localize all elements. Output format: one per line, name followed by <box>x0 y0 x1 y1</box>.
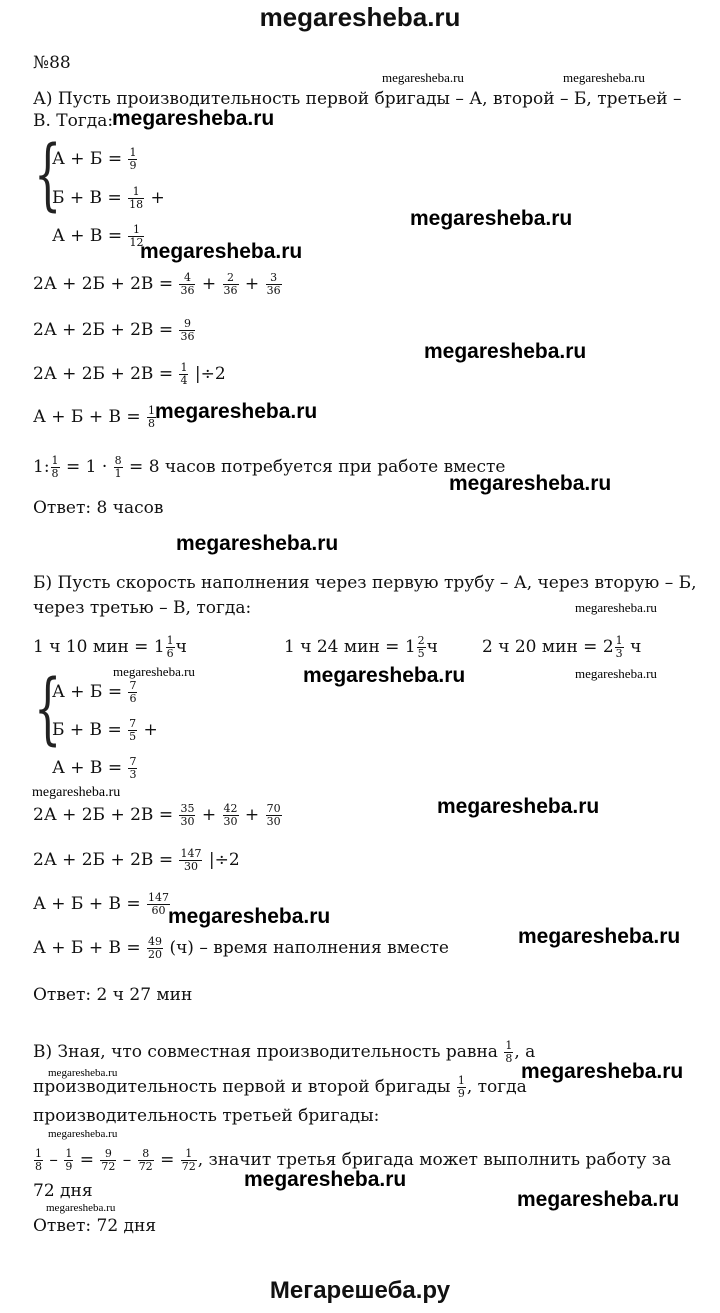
a-line1: 2А + 2Б + 2В = $\frac{4}{36}$ + $\frac{2}{36}$ + $\frac{3}{36}$ <box>33 271 281 297</box>
watermark: megaresheba.ru <box>575 666 657 681</box>
b-time3: 2 ч 20 мин = 2 $\frac{1}{3}$ ч <box>482 634 642 660</box>
b-answer: Ответ: 2 ч 27 мин <box>33 985 193 1005</box>
watermark: megaresheba.ru <box>176 532 339 555</box>
c-line1: В) Зная, что совместная производительность равна $\frac{1}{8}$ , а <box>33 1039 536 1065</box>
b-system-eq3: А + В = $\frac{7}{3}$ <box>52 755 137 781</box>
a-answer: Ответ: 8 часов <box>33 498 164 518</box>
watermark: megaresheba.ru <box>437 795 600 818</box>
a-system-eq2: Б + В = $\frac{1}{18}$ + <box>52 185 165 211</box>
watermark: megaresheba.ru <box>140 240 303 263</box>
watermark: megaresheba.ru <box>46 1202 116 1214</box>
b-system-eq1: А + Б = $\frac{7}{6}$ <box>52 679 137 705</box>
b-system-eq2: Б + В = $\frac{7}{5}$ + <box>52 717 158 743</box>
system-brace: { <box>34 664 62 754</box>
watermark: megaresheba.ru <box>155 400 318 423</box>
watermark: megaresheba.ru <box>521 1060 684 1083</box>
site-title[interactable]: megaresheba.ru <box>259 2 461 32</box>
b-line1: 2А + 2Б + 2В = $\frac{35}{30}$ + $\frac{42}{30}$ + $\frac{70}{30}$ <box>33 802 281 828</box>
a-line2: 2А + 2Б + 2В = $\frac{9}{36}$ <box>33 317 195 343</box>
watermark: megaresheba.ru <box>112 107 275 130</box>
watermark: megaresheba.ru <box>48 1128 118 1140</box>
c-line3: производительность третьей бригады: <box>33 1106 380 1126</box>
watermark: megaresheba.ru <box>575 600 657 615</box>
watermark: megaresheba.ru <box>244 1168 407 1191</box>
footer-title: Мегарешеба.ру <box>269 1277 451 1304</box>
watermark: megaresheba.ru <box>113 664 195 679</box>
c-line5: 72 дня <box>33 1181 93 1201</box>
a-line3: 2А + 2Б + 2В = $\frac{1}{4}$ |÷2 <box>33 361 226 387</box>
b-intro-line2: через третью – В, тогда: <box>33 598 252 618</box>
system-brace: { <box>34 130 62 220</box>
watermark: megaresheba.ru <box>563 70 645 85</box>
a-line5: 1: $\frac{1}{8}$ = 1 · $\frac{8}{1}$ = 8 часов потребуется при работе вместе <box>33 454 506 480</box>
b-intro-line1: Б) Пусть скорость наполнения через первую трубу – А, через вторую – Б, <box>33 573 697 593</box>
b-line2: 2А + 2Б + 2В = $\frac{147}{30}$ |÷2 <box>33 847 240 873</box>
problem-number: №88 <box>33 53 71 73</box>
watermark: megaresheba.ru <box>168 905 331 928</box>
watermark: megaresheba.ru <box>410 207 573 230</box>
a-intro-line2: В. Тогда: <box>33 111 114 131</box>
watermark: megaresheba.ru <box>449 472 612 495</box>
a-line4: А + Б + В = $\frac{1}{8}$ <box>33 404 156 430</box>
c-answer: Ответ: 72 дня <box>33 1216 157 1236</box>
b-time2: 1 ч 24 мин = 1 $\frac{2}{5}$ ч <box>284 634 438 660</box>
b-time1: 1 ч 10 мин = 1 $\frac{1}{6}$ ч <box>33 634 187 660</box>
b-line3: А + Б + В = $\frac{147}{60}$ <box>33 891 170 917</box>
watermark: megaresheba.ru <box>32 785 121 800</box>
watermark: megaresheba.ru <box>517 1188 680 1211</box>
watermark: megaresheba.ru <box>518 925 681 948</box>
a-intro-line1: А) Пусть производительность первой бригады – А, второй – Б, третьей – <box>33 89 682 109</box>
watermark: megaresheba.ru <box>48 1067 118 1079</box>
b-line4: А + Б + В = $\frac{49}{20}$ (ч) – время наполнения вместе <box>33 935 449 961</box>
c-calc: $\frac{1}{8}$ – $\frac{1}{9}$ = $\frac{9}{72}$ – $\frac{8}{72}$ = $\frac{1}{72}$ , значит третья бригада может выполнить работу за <box>35 1147 672 1173</box>
watermark: megaresheba.ru <box>303 664 466 687</box>
a-system-eq3: А + В = $\frac{1}{12}$ <box>52 223 144 249</box>
watermark: megaresheba.ru <box>382 70 464 85</box>
watermark: megaresheba.ru <box>424 340 587 363</box>
a-system-eq1: А + Б = $\frac{1}{9}$ <box>52 146 137 172</box>
c-line2: производительность первой и второй бригады $\frac{1}{9}$ , тогда <box>33 1074 527 1100</box>
